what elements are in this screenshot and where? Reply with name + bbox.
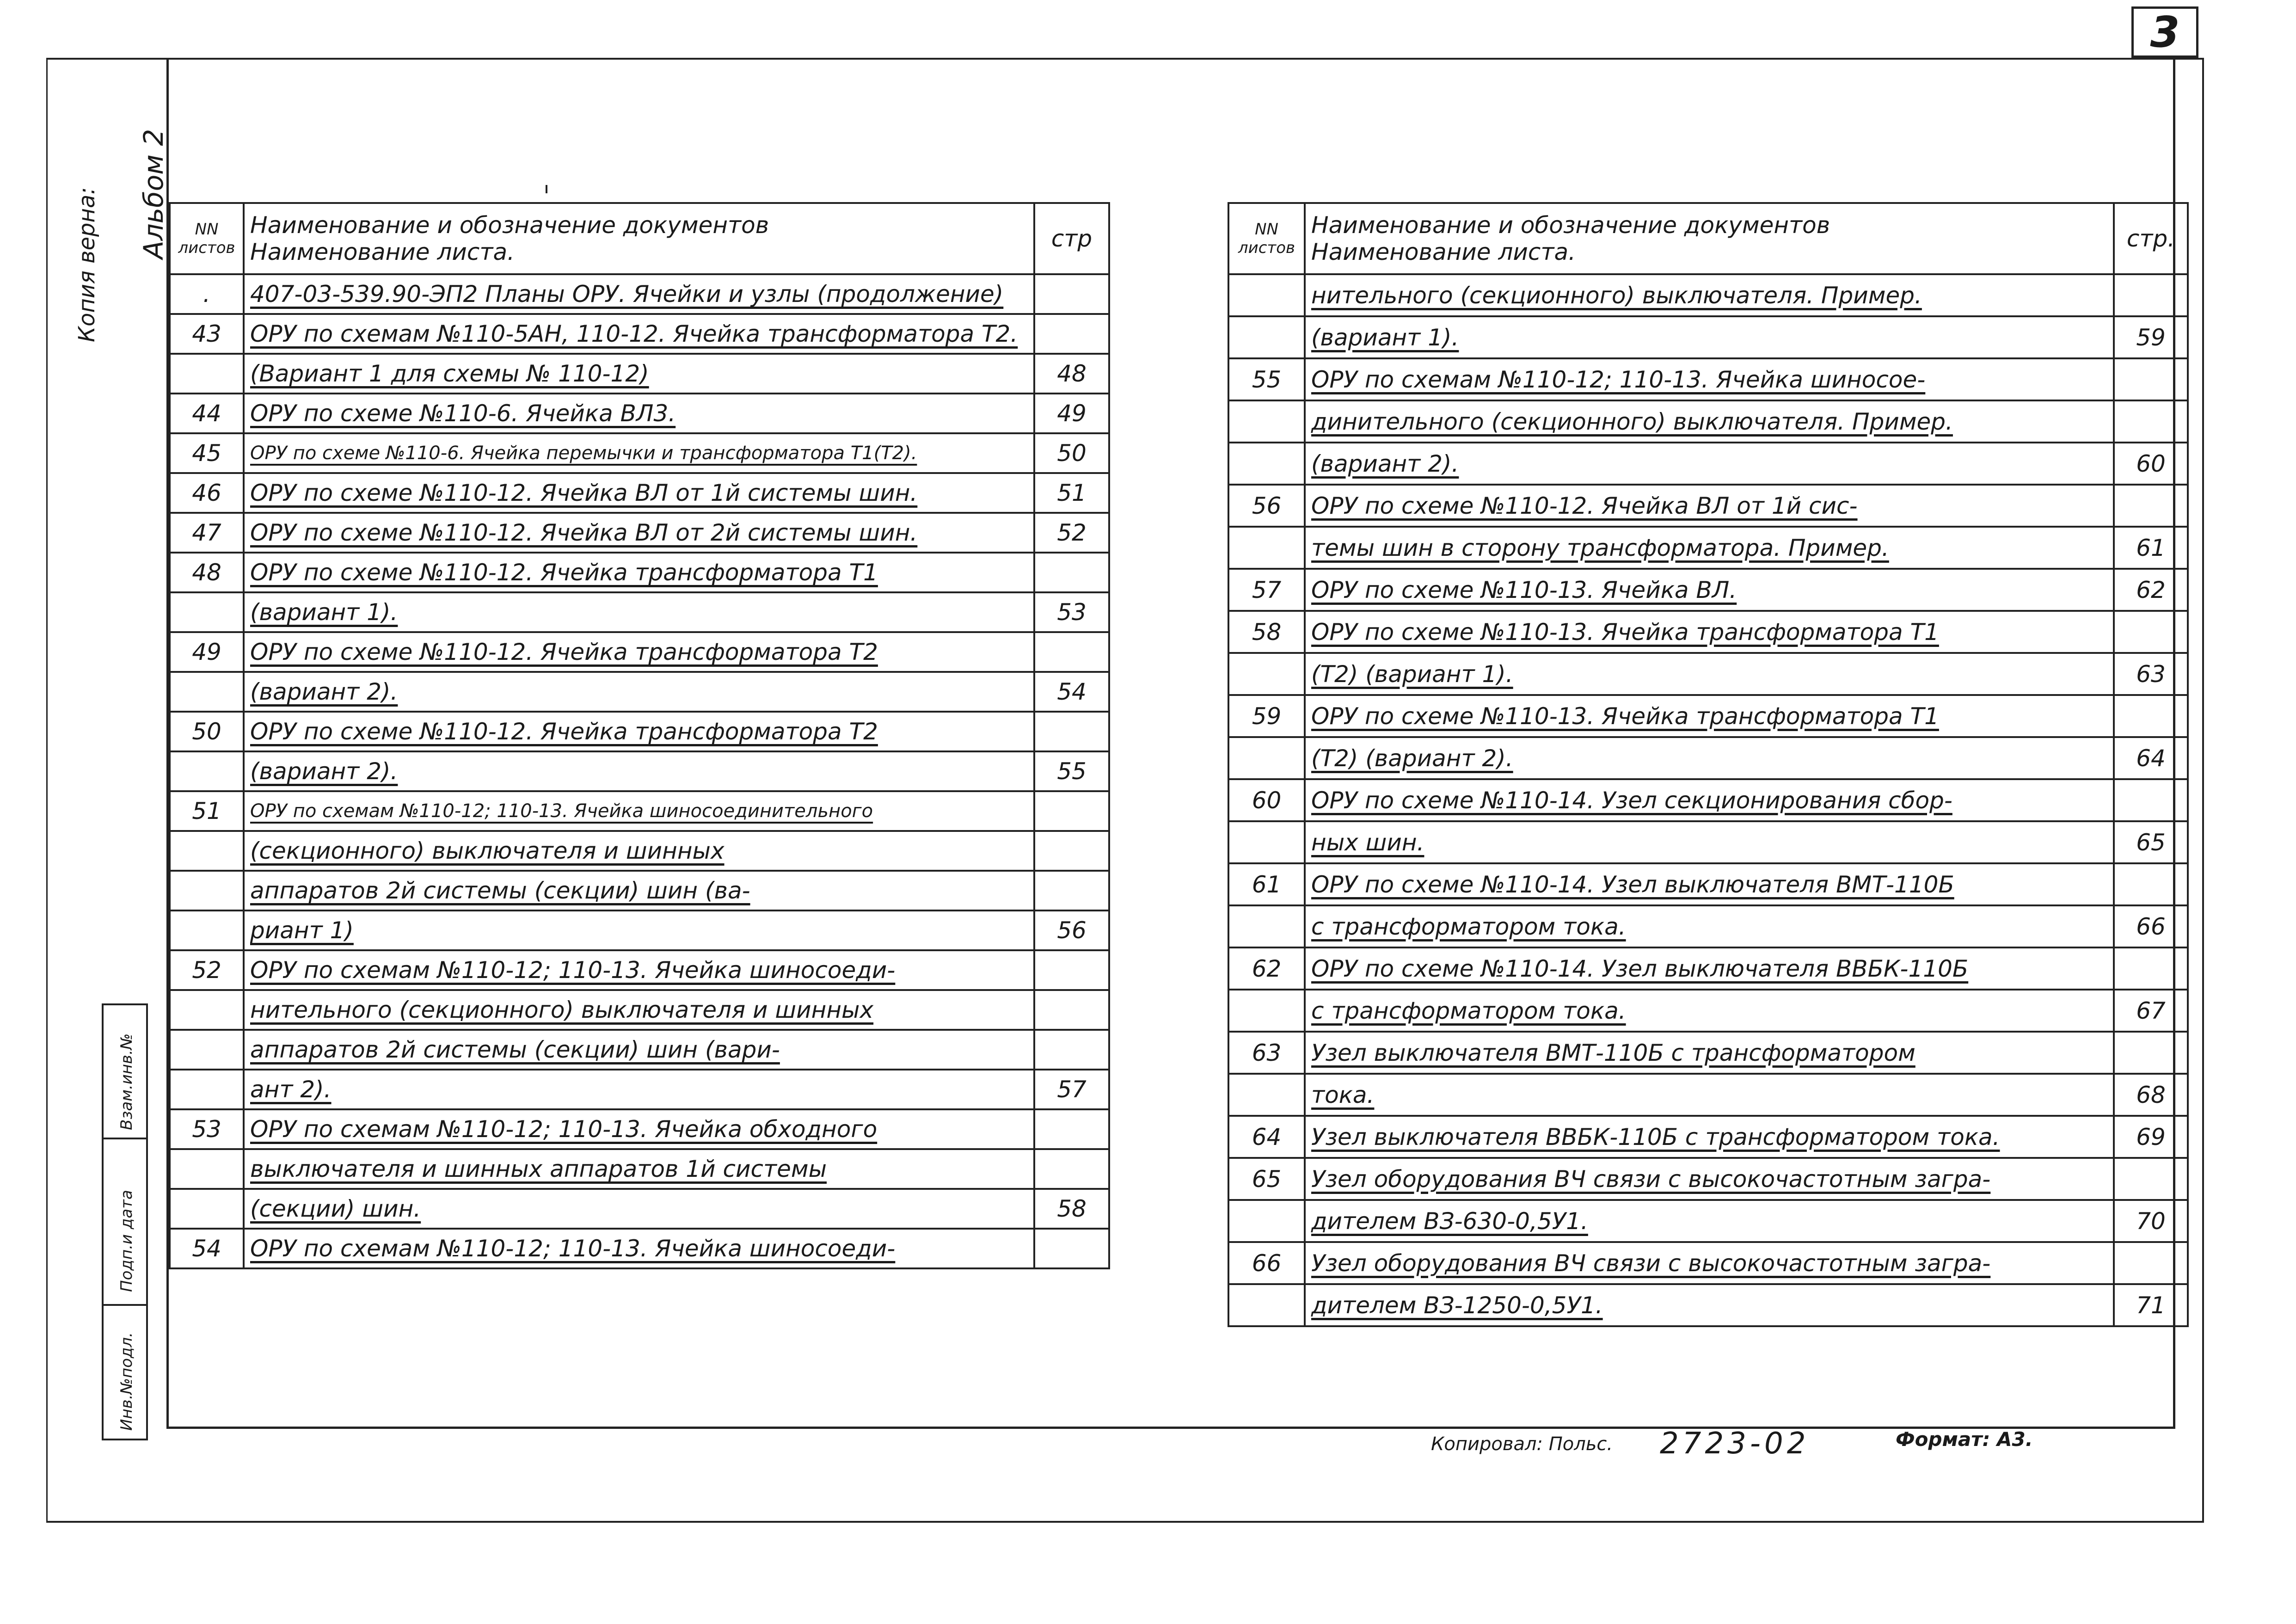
table-row	[170, 910, 1109, 950]
row-document-name: нительного (секционного) выключателя и шинных	[244, 990, 1034, 1030]
row-document-name: ОРУ по схеме №110-13. Ячейка трансформатора Т1	[1305, 695, 2114, 737]
row-document-name: ОРУ по схемам №110-5АН, 110-12. Ячейка трансформатора Т2.	[244, 314, 1034, 354]
table-row	[170, 592, 1109, 632]
row-page-number: 52	[1034, 513, 1109, 553]
row-sheet-number	[170, 831, 244, 871]
row-sheet-number: 44	[170, 394, 244, 433]
table-row	[1228, 358, 2188, 400]
row-page-number: 71	[2114, 1284, 2188, 1326]
table-row	[1228, 611, 2188, 653]
row-document-name: (вариант 1).	[1305, 316, 2114, 358]
row-sheet-number: 43	[170, 314, 244, 354]
row-document-name: нительного (секционного) выключателя. Пример.	[1305, 274, 2114, 316]
table-row	[170, 433, 1109, 473]
stamp-field-signature: Подп.и дата	[117, 1190, 136, 1292]
document-list-table-left	[169, 202, 1110, 1269]
table-row	[170, 632, 1109, 672]
table-row	[170, 1030, 1109, 1070]
row-sheet-number: 46	[170, 473, 244, 513]
table-row	[1228, 1074, 2188, 1116]
row-page-number: 65	[2114, 821, 2188, 863]
table-body	[1228, 274, 2188, 1326]
row-sheet-number	[1228, 821, 1305, 863]
row-document-name: динительного (секционного) выключателя. Пример.	[1305, 400, 2114, 443]
table-row	[1228, 653, 2188, 695]
row-page-number	[1034, 871, 1109, 910]
table-row	[1228, 569, 2188, 611]
row-page-number	[1034, 831, 1109, 871]
table-row	[170, 831, 1109, 871]
row-sheet-number: 60	[1228, 779, 1305, 821]
row-page-number	[2114, 695, 2188, 737]
row-document-name: ОРУ по схеме №110-12. Ячейка трансформатора Т1	[244, 553, 1034, 592]
row-document-name: ОРУ по схеме №110-13. Ячейка ВЛ.	[1305, 569, 2114, 611]
row-page-number: 50	[1034, 433, 1109, 473]
row-document-name: ОРУ по схеме №110-14. Узел выключателя ВВБК-110Б	[1305, 947, 2114, 990]
table-row	[1228, 1284, 2188, 1326]
table-row	[1228, 527, 2188, 569]
row-page-number	[2114, 947, 2188, 990]
row-sheet-number	[170, 910, 244, 950]
row-document-name: ОРУ по схеме №110-14. Узел выключателя ВМТ-110Б	[1305, 863, 2114, 905]
table-row	[170, 1070, 1109, 1109]
copy-certified-note: Копия верна:	[74, 187, 100, 342]
row-document-name: ОРУ по схеме №110-12. Ячейка ВЛ от 2й системы шин.	[244, 513, 1034, 553]
header-num-line1: NN	[1255, 220, 1278, 239]
row-page-number	[2114, 358, 2188, 400]
table-row	[170, 1189, 1109, 1229]
stamp-field-replaced: Взам.инв.№	[117, 1033, 136, 1130]
row-document-name: ОРУ по схеме №110-6. Ячейка ВЛ3.	[244, 394, 1034, 433]
row-sheet-number: 49	[170, 632, 244, 672]
table-header	[170, 203, 1109, 274]
header-num-line1: NN	[195, 220, 219, 239]
row-sheet-number: 54	[170, 1229, 244, 1268]
row-page-number	[1034, 632, 1109, 672]
row-page-number	[2114, 1032, 2188, 1074]
copied-by: Копировал: Польс.	[1431, 1433, 1613, 1455]
row-page-number	[1034, 1149, 1109, 1189]
row-sheet-number	[170, 990, 244, 1030]
header-document-name	[1305, 203, 2114, 274]
tick-mark	[546, 185, 547, 193]
header-sheet-numbers	[170, 203, 244, 274]
row-sheet-number	[1228, 527, 1305, 569]
table-row	[1228, 990, 2188, 1032]
row-document-name: (Т2) (вариант 2).	[1305, 737, 2114, 779]
row-page-number: 68	[2114, 1074, 2188, 1116]
table-row	[1228, 316, 2188, 358]
table-row	[170, 354, 1109, 394]
table-row	[170, 314, 1109, 354]
row-page-number: 60	[2114, 443, 2188, 485]
table-row	[170, 712, 1109, 751]
row-document-name: Узел выключателя ВВБК-110Б с трансформатором тока.	[1305, 1116, 2114, 1158]
stamp-cell-inventory	[104, 1306, 146, 1439]
header-page: стр	[1034, 203, 1109, 274]
row-document-name: дителем ВЗ-630-0,5У1.	[1305, 1200, 2114, 1242]
table-row	[170, 871, 1109, 910]
row-sheet-number: 56	[1228, 485, 1305, 527]
row-page-number	[1034, 791, 1109, 831]
row-page-number	[1034, 1229, 1109, 1268]
row-document-name: ОРУ по схеме №110-12. Ячейка трансформатора Т2	[244, 632, 1034, 672]
table-row	[170, 1229, 1109, 1268]
row-page-number	[2114, 611, 2188, 653]
row-sheet-number: 57	[1228, 569, 1305, 611]
row-sheet-number	[1228, 1200, 1305, 1242]
row-page-number: 70	[2114, 1200, 2188, 1242]
header-name-line2: Наименование листа.	[250, 239, 515, 265]
row-sheet-number: 63	[1228, 1032, 1305, 1074]
row-document-name: аппаратов 2й системы (секции) шин (ва-	[244, 871, 1034, 910]
row-sheet-number: 47	[170, 513, 244, 553]
row-page-number	[1034, 314, 1109, 354]
row-sheet-number	[1228, 316, 1305, 358]
row-sheet-number: 48	[170, 553, 244, 592]
row-page-number: 62	[2114, 569, 2188, 611]
row-sheet-number: 52	[170, 950, 244, 990]
row-page-number: 48	[1034, 354, 1109, 394]
header-name-line1: Наименование и обозначение документов	[250, 212, 769, 239]
table-row	[1228, 443, 2188, 485]
table-row	[170, 394, 1109, 433]
row-sheet-number	[170, 1070, 244, 1109]
table-row	[170, 513, 1109, 553]
row-sheet-number	[1228, 905, 1305, 947]
row-page-number: 53	[1034, 592, 1109, 632]
row-page-number: 54	[1034, 672, 1109, 712]
row-sheet-number	[1228, 990, 1305, 1032]
row-document-name: (вариант 2).	[1305, 443, 2114, 485]
row-page-number: 51	[1034, 473, 1109, 513]
row-document-name: темы шин в сторону трансформатора. Пример.	[1305, 527, 2114, 569]
stamp-cell-replaced	[104, 1005, 146, 1139]
row-document-name: дителем ВЗ-1250-0,5У1.	[1305, 1284, 2114, 1326]
row-document-name: (вариант 2).	[244, 751, 1034, 791]
row-sheet-number: 45	[170, 433, 244, 473]
table-row	[1228, 400, 2188, 443]
table-row	[170, 1109, 1109, 1149]
row-document-name: с трансформатором тока.	[1305, 990, 2114, 1032]
row-page-number	[1034, 274, 1109, 314]
table-row	[1228, 485, 2188, 527]
row-document-name: (Вариант 1 для схемы № 110-12)	[244, 354, 1034, 394]
table-row	[1228, 821, 2188, 863]
stamp-cell-signature	[104, 1139, 146, 1306]
row-document-name: ОРУ по схеме №110-12. Ячейка ВЛ от 1й системы шин.	[244, 473, 1034, 513]
row-document-name: ОРУ по схеме №110-13. Ячейка трансформатора Т1	[1305, 611, 2114, 653]
row-page-number	[2114, 274, 2188, 316]
row-page-number	[1034, 1030, 1109, 1070]
table-row	[1228, 1116, 2188, 1158]
row-sheet-number	[170, 1189, 244, 1229]
table-row	[170, 990, 1109, 1030]
row-sheet-number	[170, 1149, 244, 1189]
table-row	[1228, 737, 2188, 779]
table-row	[170, 672, 1109, 712]
row-document-name: аппаратов 2й системы (секции) шин (вари-	[244, 1030, 1034, 1070]
stamp-field-inventory: Инв.№подл.	[117, 1332, 136, 1431]
row-page-number: 49	[1034, 394, 1109, 433]
row-document-name: ных шин.	[1305, 821, 2114, 863]
row-document-name: Узел оборудования ВЧ связи с высокочастотным загра-	[1305, 1242, 2114, 1284]
row-document-name: ОРУ по схеме №110-12. Ячейка трансформатора Т2	[244, 712, 1034, 751]
row-document-name: риант 1)	[244, 910, 1034, 950]
row-sheet-number	[170, 592, 244, 632]
table-row	[170, 950, 1109, 990]
table-row	[1228, 274, 2188, 316]
table-row	[1228, 905, 2188, 947]
row-page-number: 58	[1034, 1189, 1109, 1229]
table-row	[1228, 1158, 2188, 1200]
row-document-name: (вариант 1).	[244, 592, 1034, 632]
row-sheet-number: .	[170, 274, 244, 314]
row-document-name: 407-03-539.90-ЭП2 Планы ОРУ. Ячейки и узлы (продолжение)	[244, 274, 1034, 314]
row-sheet-number	[1228, 443, 1305, 485]
row-document-name: ОРУ по схемам №110-12; 110-13. Ячейка шиносоединительного	[244, 791, 1034, 831]
row-document-name: (Т2) (вариант 1).	[1305, 653, 2114, 695]
row-page-number	[1034, 553, 1109, 592]
table-row	[1228, 947, 2188, 990]
table-row	[1228, 1242, 2188, 1284]
row-sheet-number: 64	[1228, 1116, 1305, 1158]
row-page-number: 69	[2114, 1116, 2188, 1158]
row-page-number	[2114, 863, 2188, 905]
row-sheet-number	[170, 751, 244, 791]
row-sheet-number	[170, 1030, 244, 1070]
row-page-number	[1034, 950, 1109, 990]
row-document-name: ОРУ по схеме №110-14. Узел секционирования сбор-	[1305, 779, 2114, 821]
row-sheet-number	[1228, 274, 1305, 316]
row-page-number: 67	[2114, 990, 2188, 1032]
table-row	[170, 274, 1109, 314]
row-document-name: ант 2).	[244, 1070, 1034, 1109]
row-document-name: ОРУ по схемам №110-12; 110-13. Ячейка шиносое-	[1305, 358, 2114, 400]
row-sheet-number	[1228, 653, 1305, 695]
header-document-name	[244, 203, 1034, 274]
header-name-line1: Наименование и обозначение документов	[1311, 212, 1830, 239]
album-label: Альбом 2	[138, 129, 169, 259]
table-row	[170, 473, 1109, 513]
table-row	[170, 751, 1109, 791]
row-page-number	[2114, 779, 2188, 821]
table-row	[1228, 1200, 2188, 1242]
row-page-number: 64	[2114, 737, 2188, 779]
row-sheet-number: 50	[170, 712, 244, 751]
row-page-number	[2114, 400, 2188, 443]
header-name-line2: Наименование листа.	[1311, 239, 1576, 265]
row-document-name: тока.	[1305, 1074, 2114, 1116]
row-document-name: (секционного) выключателя и шинных	[244, 831, 1034, 871]
paper-format: Формат: А3.	[1896, 1428, 2033, 1451]
row-sheet-number: 53	[170, 1109, 244, 1149]
row-sheet-number	[1228, 737, 1305, 779]
row-page-number	[2114, 1242, 2188, 1284]
sheet-number: 3	[2131, 6, 2198, 58]
row-page-number: 57	[1034, 1070, 1109, 1109]
row-page-number	[1034, 712, 1109, 751]
table-row	[1228, 779, 2188, 821]
row-document-name: (вариант 2).	[244, 672, 1034, 712]
table-row	[170, 791, 1109, 831]
table-row	[1228, 695, 2188, 737]
document-list-table-right	[1228, 202, 2189, 1327]
row-document-name: выключателя и шинных аппаратов 1й системы	[244, 1149, 1034, 1189]
row-document-name: ОРУ по схеме №110-6. Ячейка перемычки и трансформатора Т1(Т2).	[244, 433, 1034, 473]
row-document-name: Узел выключателя ВМТ-110Б с трансформатором	[1305, 1032, 2114, 1074]
row-sheet-number: 65	[1228, 1158, 1305, 1200]
row-page-number	[1034, 990, 1109, 1030]
row-sheet-number	[1228, 1284, 1305, 1326]
table-body	[170, 274, 1109, 1268]
row-sheet-number: 61	[1228, 863, 1305, 905]
row-sheet-number: 51	[170, 791, 244, 831]
header-page: стр.	[2114, 203, 2188, 274]
table-row	[170, 1149, 1109, 1189]
table-row	[170, 553, 1109, 592]
approval-stamp	[102, 1003, 148, 1440]
header-num-line2: листов	[178, 239, 235, 257]
header-num-line2: листов	[1238, 239, 1295, 257]
row-page-number: 55	[1034, 751, 1109, 791]
row-sheet-number	[170, 871, 244, 910]
row-page-number: 61	[2114, 527, 2188, 569]
row-sheet-number: 55	[1228, 358, 1305, 400]
table-header	[1228, 203, 2188, 274]
row-document-name: ОРУ по схемам №110-12; 110-13. Ячейка шиносоеди-	[244, 1229, 1034, 1268]
row-document-name: ОРУ по схеме №110-12. Ячейка ВЛ от 1й сис-	[1305, 485, 2114, 527]
row-document-name: ОРУ по схемам №110-12; 110-13. Ячейка обходного	[244, 1109, 1034, 1149]
table-row	[1228, 863, 2188, 905]
row-page-number: 59	[2114, 316, 2188, 358]
row-document-name: ОРУ по схемам №110-12; 110-13. Ячейка шиносоеди-	[244, 950, 1034, 990]
table-row	[1228, 1032, 2188, 1074]
row-document-name: с трансформатором тока.	[1305, 905, 2114, 947]
row-document-name: (секции) шин.	[244, 1189, 1034, 1229]
document-code: 2723-02	[1660, 1427, 1810, 1461]
row-sheet-number	[1228, 1074, 1305, 1116]
row-sheet-number: 66	[1228, 1242, 1305, 1284]
row-document-name: Узел оборудования ВЧ связи с высокочастотным загра-	[1305, 1158, 2114, 1200]
row-page-number: 56	[1034, 910, 1109, 950]
row-sheet-number: 62	[1228, 947, 1305, 990]
row-sheet-number: 59	[1228, 695, 1305, 737]
header-sheet-numbers	[1228, 203, 1305, 274]
row-page-number: 63	[2114, 653, 2188, 695]
row-sheet-number	[170, 354, 244, 394]
row-sheet-number	[170, 672, 244, 712]
row-sheet-number	[1228, 400, 1305, 443]
row-page-number	[1034, 1109, 1109, 1149]
row-sheet-number: 58	[1228, 611, 1305, 653]
row-page-number	[2114, 1158, 2188, 1200]
row-page-number	[2114, 485, 2188, 527]
row-page-number: 66	[2114, 905, 2188, 947]
